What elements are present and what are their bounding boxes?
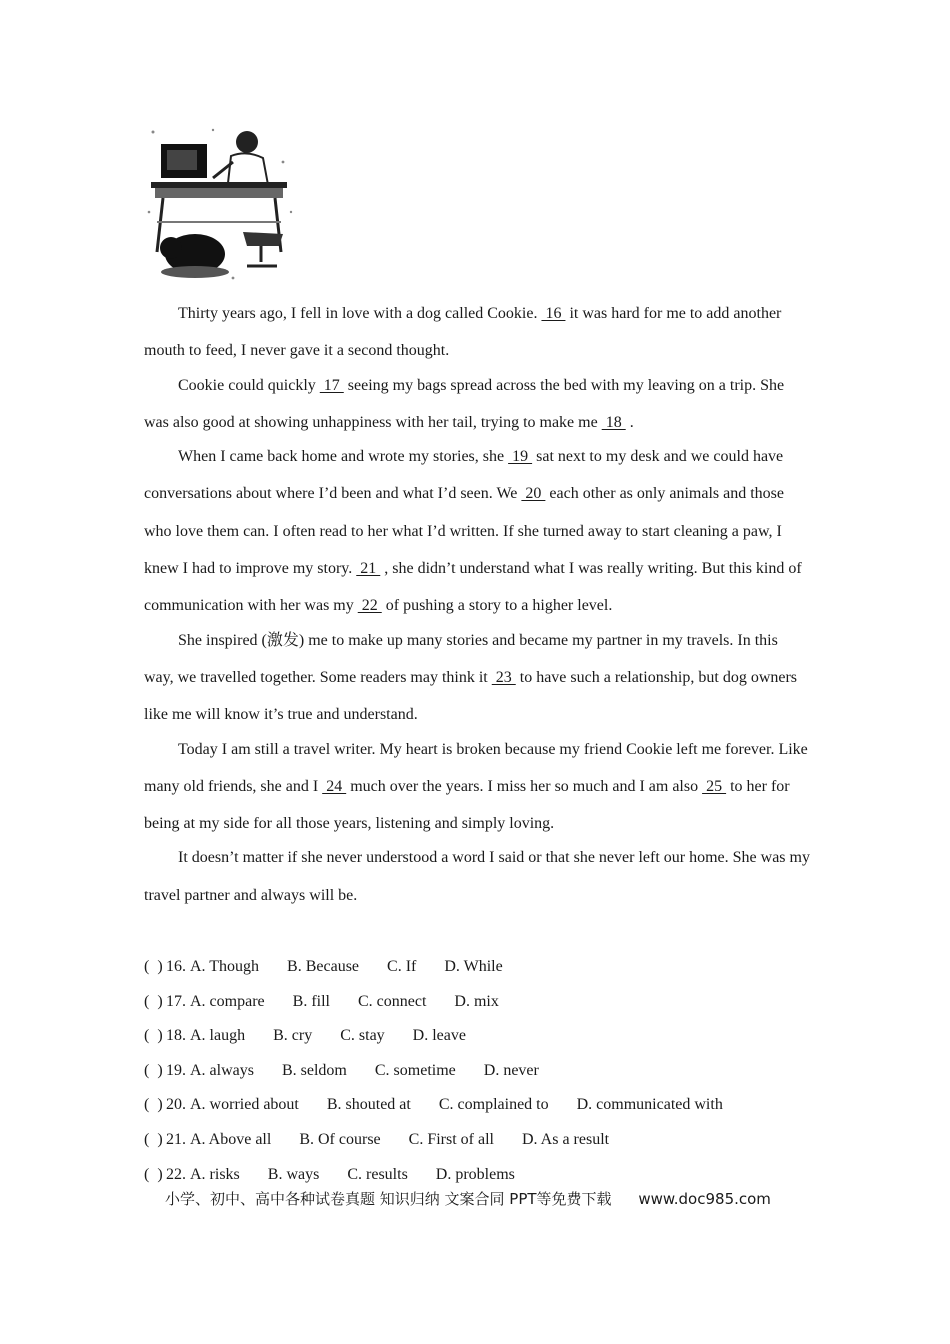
option: C. sometime [374,1061,456,1079]
writer-with-dog-illustration [143,122,295,286]
question-number: 22. [166,1165,186,1183]
passage-paragraph [144,731,810,843]
question-22 [144,1158,810,1193]
option: D. mix [454,992,499,1010]
option: A. laugh [190,1027,246,1045]
passage-text: When I came back home and wrote my stories, she [178,448,509,466]
option: C. First of all [408,1130,494,1148]
blank-18: 18 [601,413,626,431]
option: C. If [387,958,417,975]
option: B. fill [292,992,330,1010]
blank-17: 17 [319,376,344,394]
option: C. results [347,1165,408,1183]
footer-text: 小学、初中、高中各种试卷真题 知识归纳 文案合同 PPT等免费下载 [165,1190,612,1208]
option: C. complained to [438,1096,549,1114]
passage-text: of pushing a story to a higher level. [381,597,613,615]
blank-24: 24 [322,777,347,795]
option: D. While [444,958,503,975]
blank-21: 21 [356,560,381,578]
option: B. cry [273,1027,313,1045]
option: D. As a result [521,1130,610,1148]
blank-16: 16 [541,305,566,322]
question-19 [144,1054,810,1089]
passage-text: to her for being at my side for all those years, listening and simply loving. [144,777,790,833]
question-number: 19. [166,1061,186,1079]
question-list [144,950,810,1192]
answer-parenthesis[interactable]: ( ) [144,958,163,975]
question-number: 21. [166,1130,186,1148]
question-20 [144,1088,810,1123]
option: D. never [483,1061,539,1079]
option: D. leave [412,1027,466,1045]
blank-20: 20 [521,485,546,503]
question-17 [144,985,810,1020]
passage-text: to have such a relationship, but dog owners like me will know it’s true and understand. [144,668,798,724]
option: A. compare [190,992,265,1010]
option: A. risks [190,1165,240,1183]
question-16 [144,950,810,985]
passage-text: It doesn’t matter if she never understood a word I said or that she never left our home. She was my travel partner and always will be. [144,849,810,904]
passage-text: each other as only animals and those who love them can. I often read to her what I’d written. If she turned away to start cleaning a paw, I knew I had to improve my story. [144,485,784,578]
passage-paragraph [144,438,810,624]
passage-text: much over the years. I miss her so much and I am also [346,777,703,795]
blank-23: 23 [491,668,516,686]
passage-text: Cookie could quickly [178,376,320,394]
answer-parenthesis[interactable]: ( ) [144,1096,163,1114]
option: B. shouted at [326,1096,411,1114]
option: B. Of course [299,1130,381,1148]
option: D. problems [435,1165,515,1183]
question-number: 17. [166,992,186,1010]
option: B. seldom [281,1061,347,1079]
passage-paragraph [144,622,810,734]
option: A. worried about [190,1096,299,1114]
option: A. Above all [190,1130,272,1148]
blank-19: 19 [508,448,533,466]
question-number: 16. [166,958,186,975]
passage-text: Today I am still a travel writer. My heart is broken because my friend Cookie left me forever. Like many old friends, she and I [144,740,808,795]
answer-parenthesis[interactable]: ( ) [144,1027,163,1045]
passage-text: Thirty years ago, I fell in love with a dog called Cookie. [178,305,542,322]
question-21 [144,1123,810,1158]
passage-paragraph [144,839,810,914]
option: B. ways [267,1165,320,1183]
footer-site: www.doc985.com [638,1190,771,1208]
passage-paragraph [144,295,810,370]
passage-text: seeing my bags spread across the bed with my leaving on a trip. She was also good at showing unhappiness with her tail, trying to make me [144,376,785,431]
option: D. communicated with [576,1096,723,1114]
answer-parenthesis[interactable]: ( ) [144,1130,163,1148]
question-number: 18. [166,1027,186,1045]
passage-text: She inspired (激发) me to make up many stories and became my partner in my travels. In this way, we travelled together. Some readers may think it [144,631,778,686]
option: B. Because [287,958,360,975]
passage-text: it was hard for me to add another mouth to feed, I never gave it a second thought. [144,305,782,360]
question-18 [144,1019,810,1054]
passage-paragraph [144,367,810,442]
option: C. stay [340,1027,385,1045]
blank-25: 25 [702,777,727,795]
passage-text: sat next to my desk and we could have conversations about where I’d been and what I’d seen. We [144,448,784,503]
answer-parenthesis[interactable]: ( ) [144,992,163,1010]
answer-parenthesis[interactable]: ( ) [144,1061,163,1079]
option: C. connect [357,992,427,1010]
passage-text: , she didn’t understand what I was really writing. But this kind of communication with her was my [144,560,802,615]
blank-22: 22 [357,597,382,615]
answer-parenthesis[interactable]: ( ) [144,1165,163,1183]
option: A. always [190,1061,254,1079]
passage-text: . [625,413,634,431]
option: A. Though [190,958,260,975]
reading-passage [144,295,810,911]
question-number: 20. [166,1096,186,1114]
footer [165,1188,771,1209]
